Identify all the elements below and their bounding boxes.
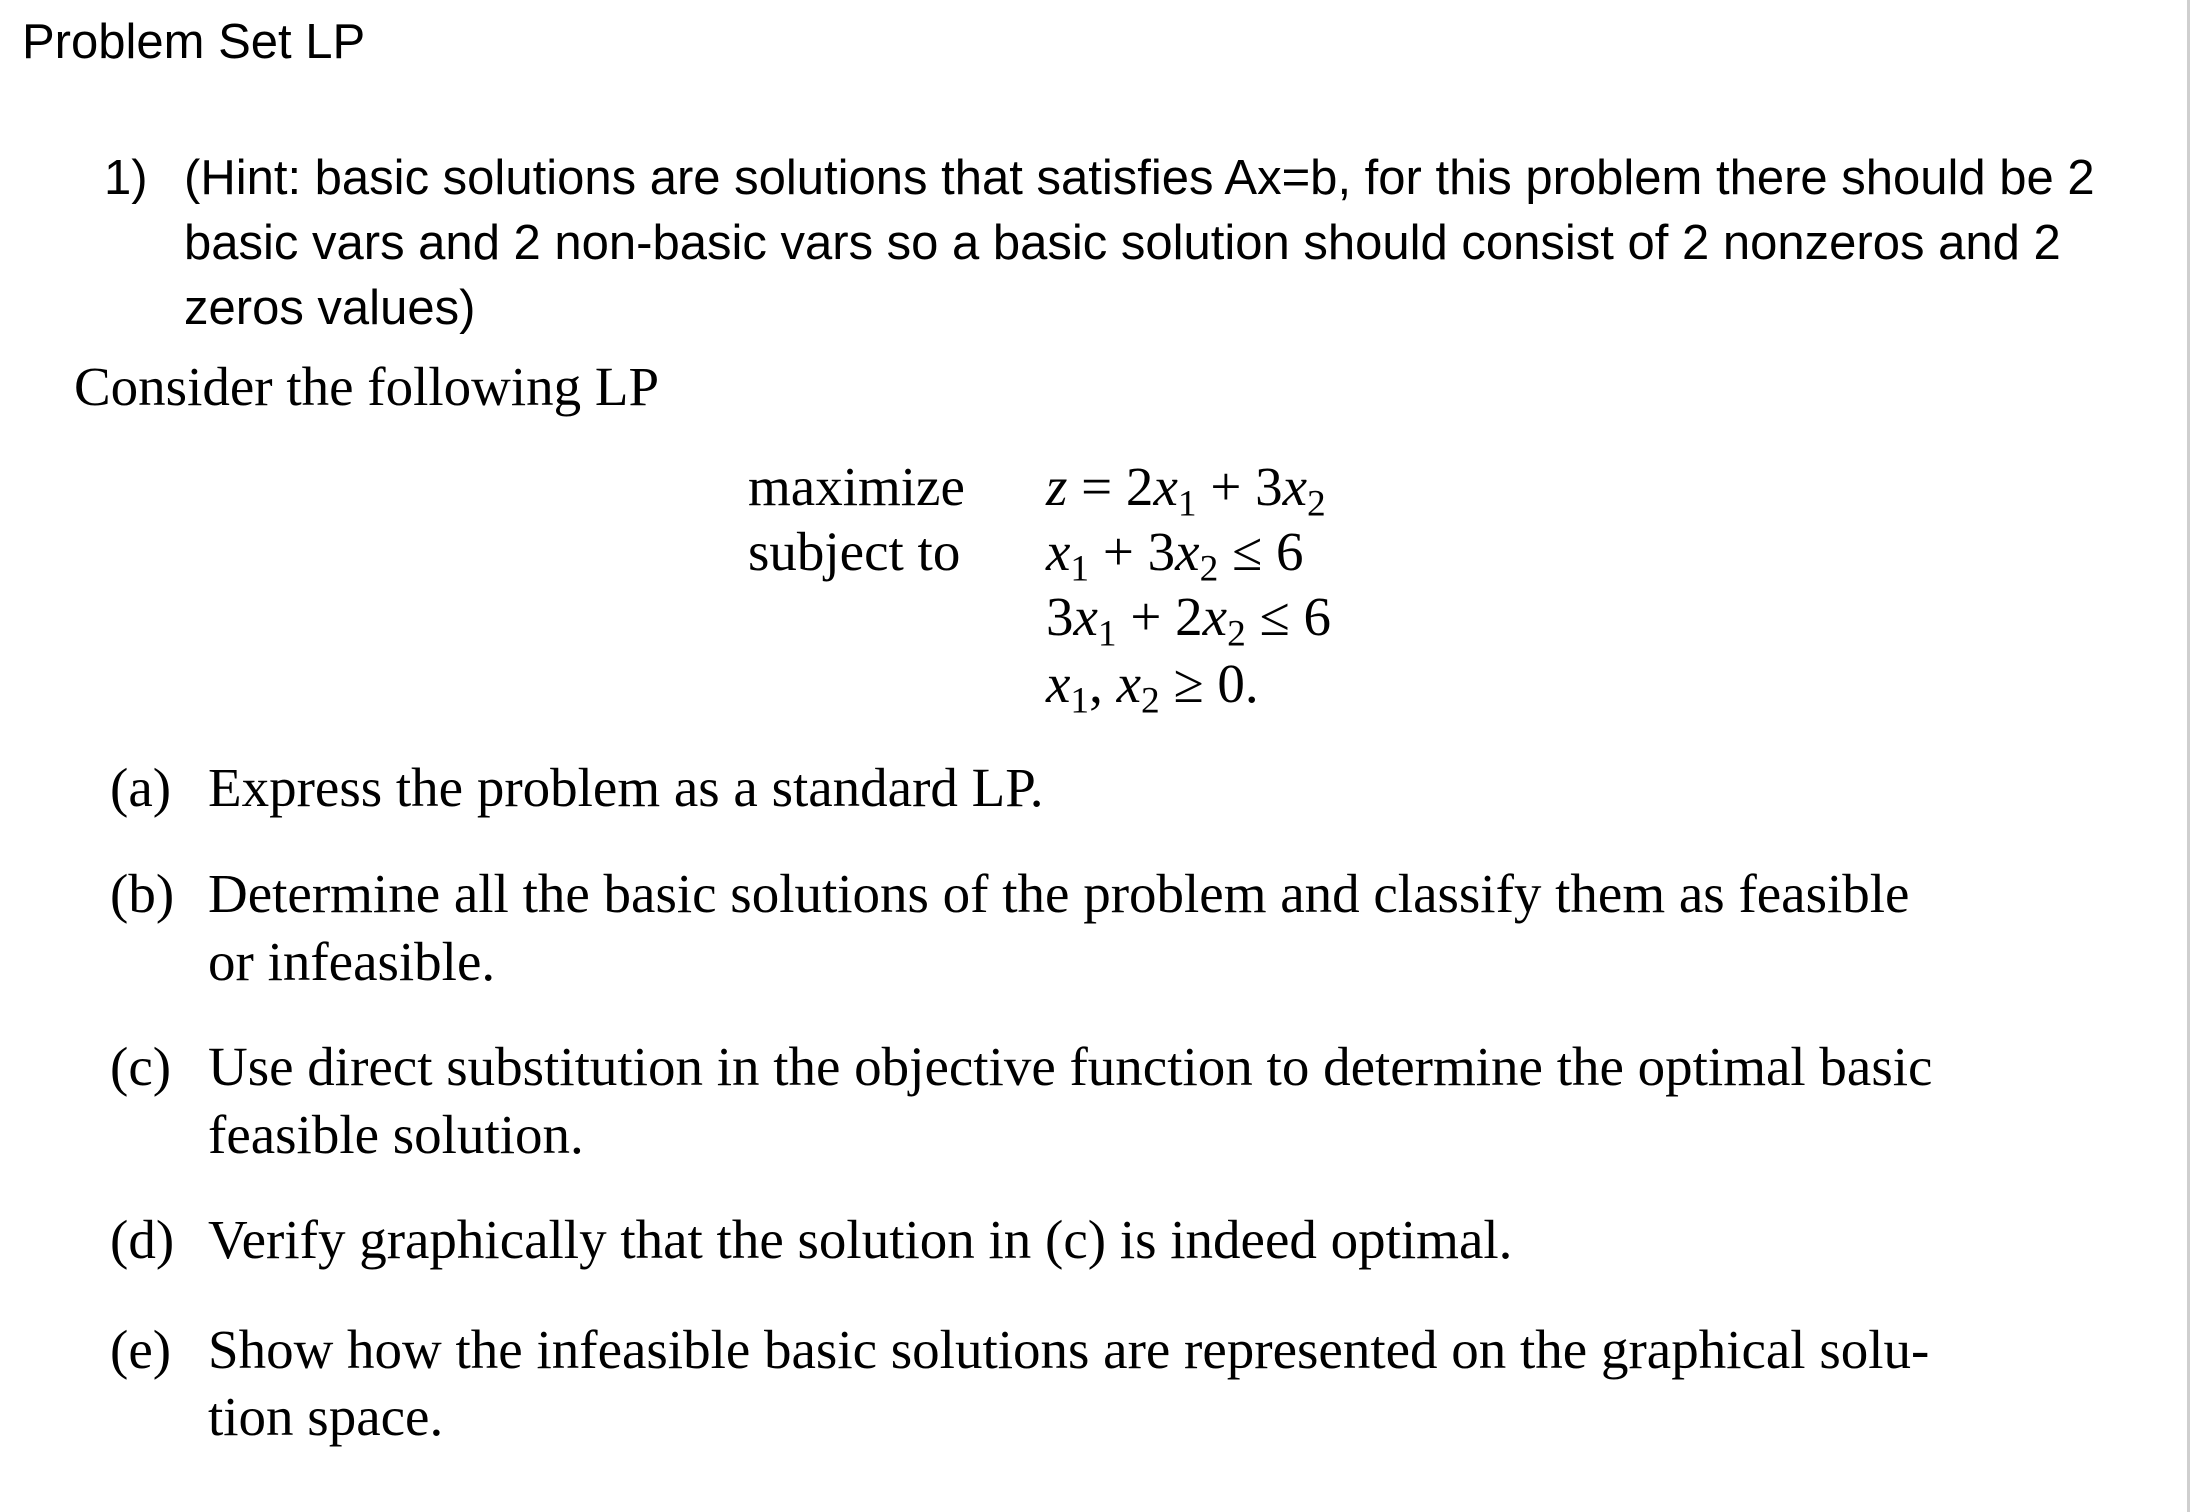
hint-line-1: (Hint: basic solutions are solutions that satisfies Ax=b, for this problem there should be 2 xyxy=(184,151,2095,205)
part-c-text-line-2: feasible solution. xyxy=(208,1104,584,1165)
part-e-text-line-1: Show how the infeasible basic solutions are represented on the graphical solu- xyxy=(208,1319,1930,1380)
hint-line-3: zeros values) xyxy=(184,281,476,335)
part-c-text-line-1: Use direct substitution in the objective function to determine the optimal basic xyxy=(208,1036,1933,1097)
lp-subject-to-label: subject to xyxy=(748,521,961,582)
part-e-text-line-2: tion space. xyxy=(208,1386,444,1447)
hint-number: 1) xyxy=(104,151,148,205)
part-d-text: Verify graphically that the solution in (c) is indeed optimal. xyxy=(208,1209,1513,1270)
document-title: Problem Set LP xyxy=(22,15,366,69)
part-d-letter: (d) xyxy=(110,1209,175,1270)
lp-constraint-1: $x_1 + 3x_2 \le 6$ xyxy=(1046,521,1304,590)
lp-objective: $z = 2x_1 + 3x_2$ xyxy=(1046,456,1326,525)
part-b-letter: (b) xyxy=(110,863,175,924)
intro-text: Consider the following LP xyxy=(74,356,660,417)
lp-constraint-2: $3x_1 + 2x_2 \le 6$ xyxy=(1046,586,1331,655)
part-a-text: Express the problem as a standard LP. xyxy=(208,757,1044,818)
part-e-letter: (e) xyxy=(110,1319,172,1380)
hint-line-2: basic vars and 2 non-basic vars so a basic solution should consist of 2 nonzeros and 2 xyxy=(184,216,2061,270)
lp-constraint-nonnegativity: $x_1$, $x_2 \ge 0$. xyxy=(1046,653,1259,722)
part-c-letter: (c) xyxy=(110,1036,172,1097)
part-a-letter: (a) xyxy=(110,757,172,818)
lp-maximize-label: maximize xyxy=(748,456,965,517)
part-b-text-line-2: or infeasible. xyxy=(208,931,496,992)
part-b-text-line-1: Determine all the basic solutions of the problem and classify them as feasible xyxy=(208,863,1910,924)
